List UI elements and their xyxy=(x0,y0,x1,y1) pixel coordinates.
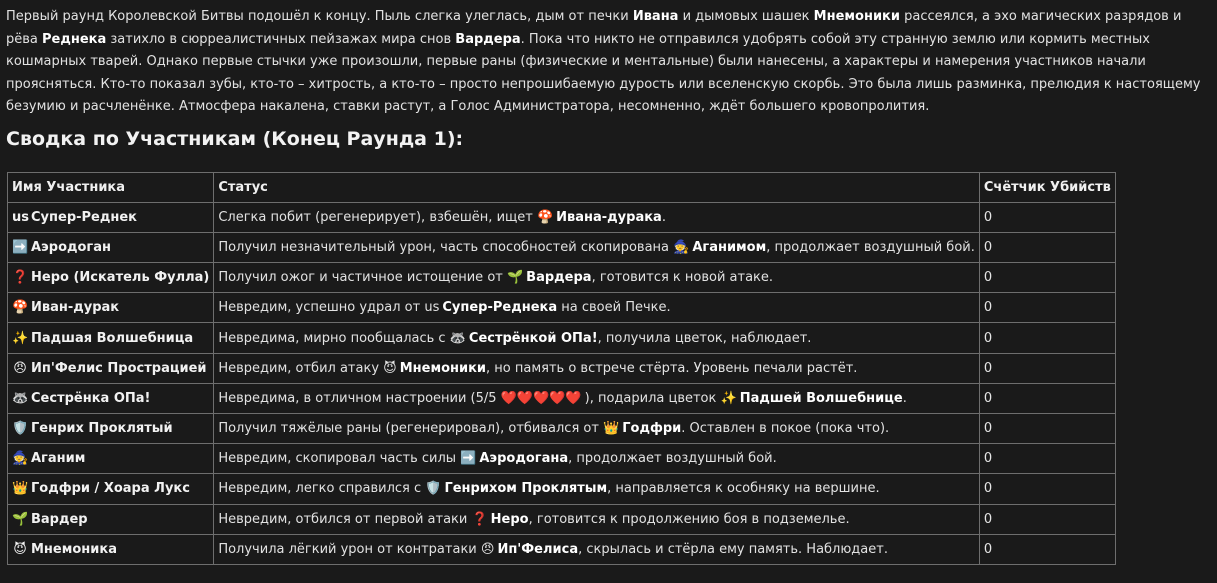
kill-count-cell: 0 xyxy=(979,293,1115,323)
status-text: , готовится к продолжению боя в подземелье. xyxy=(528,511,850,527)
kill-count-cell: 0 xyxy=(979,534,1115,564)
participant-name: Аэродоган xyxy=(31,239,111,255)
table-row xyxy=(8,414,1116,444)
status-text: ), подарила цветок xyxy=(584,390,721,406)
participant-emoji-icon: 😈 xyxy=(13,541,27,557)
participant-status-cell xyxy=(214,202,980,232)
participant-emoji-icon: ❓ xyxy=(12,270,29,286)
participant-emoji-icon: 👑 xyxy=(12,481,29,497)
table-row xyxy=(8,383,1116,413)
table-row xyxy=(8,444,1116,474)
status-bold-mention: Генрихом Проклятым xyxy=(444,481,608,497)
intro-bold: Вардера xyxy=(455,31,521,47)
participant-emoji-icon: 🧙 xyxy=(12,451,29,467)
status-text: . xyxy=(902,390,907,406)
table-row xyxy=(8,353,1116,383)
table-row xyxy=(8,504,1116,534)
table-row xyxy=(8,232,1116,262)
status-text: Получила лёгкий урон от контратаки xyxy=(218,541,481,557)
intro-bold: Реднека xyxy=(42,31,107,47)
table-row xyxy=(8,323,1116,353)
status-text: . xyxy=(661,209,666,225)
participant-name-cell xyxy=(8,323,214,353)
status-emoji-icon: 🍄 xyxy=(536,209,554,225)
participant-status-cell xyxy=(214,383,980,413)
participant-name: Падшая Волшебница xyxy=(31,330,194,346)
table-row xyxy=(8,202,1116,232)
status-emoji-icon: ➡️ xyxy=(460,451,477,467)
status-bold-mention: Мнемоники xyxy=(399,360,487,376)
participant-status-cell xyxy=(214,504,980,534)
kill-count-cell: 0 xyxy=(979,383,1115,413)
participant-status-cell xyxy=(214,232,980,262)
participant-status-cell xyxy=(214,534,980,564)
participant-status-cell xyxy=(214,323,980,353)
status-text: Невредим, отбился от первой атаки xyxy=(218,511,472,527)
status-text: , продолжает воздушный бой. xyxy=(568,451,777,467)
intro-text: . Пока что никто не отправился удобрять собой эту странную землю или кормить местных кошмарных тварей. Однако первые стычки уже произошли, первые раны (физические и ментальные) были нанесены, а характеры и намерения участников начали проясняться. Кто-то показал зубы, кто-то – хитрость, а кто-то – просто непрошибаемую дурость или вселенскую скорбь. Это была лишь разминка, прелюдия к настоящему безумию и расчленёнке. Атмосфера накалена, ставки растут, а Голос Администратора, несомненно, ждёт большего кровопролития. xyxy=(6,31,1201,114)
intro-text: рассеялся, а эхо магических разрядов и рёва xyxy=(6,9,1182,47)
status-emoji-icon: 🛡️ xyxy=(425,481,442,497)
intro-text: и дымовых шашек xyxy=(678,9,814,24)
status-bold-mention: Супер-Реднека xyxy=(442,300,558,316)
participant-name-cell xyxy=(8,444,214,474)
kill-count-cell: 0 xyxy=(979,323,1115,353)
status-emoji-icon: 👑 xyxy=(603,421,620,437)
status-text: Невредим, успешно удрал от xyxy=(218,300,425,316)
participant-status-cell xyxy=(214,474,980,504)
status-text: . Оставлен в покое (пока что). xyxy=(681,421,890,437)
kill-count-cell: 0 xyxy=(979,474,1115,504)
status-bold-mention: Аганимом xyxy=(692,239,767,255)
participant-name-cell xyxy=(8,504,214,534)
header-status: Статус xyxy=(214,172,980,202)
intro-bold: Ивана xyxy=(632,9,679,24)
status-emoji-icon: 😠 xyxy=(480,541,495,557)
status-text: Невредим, отбил атаку xyxy=(218,360,384,376)
participant-name: Годфри / Хоара Лукс xyxy=(31,481,190,497)
table-row xyxy=(8,293,1116,323)
participant-status-cell xyxy=(214,353,980,383)
participant-name: Вардер xyxy=(31,511,88,527)
participant-name: Сестрёнка ОПа! xyxy=(31,390,151,406)
status-text: на своей Печке. xyxy=(557,300,671,316)
participant-emoji-icon: 😠 xyxy=(13,360,27,376)
participant-name-cell xyxy=(8,414,214,444)
kill-count-cell: 0 xyxy=(979,504,1115,534)
participant-name-cell xyxy=(8,353,214,383)
summary-heading: Сводка по Участникам (Конец Раунда 1): xyxy=(6,127,464,150)
participant-status-cell xyxy=(214,414,980,444)
participant-emoji-icon: 🍄 xyxy=(12,300,29,316)
participant-name-cell xyxy=(8,383,214,413)
kill-count-cell: 0 xyxy=(979,263,1115,293)
participant-name-cell xyxy=(8,263,214,293)
status-text: Невредима, мирно пообщалась с xyxy=(218,330,450,346)
status-emoji-icon: 🦝 xyxy=(449,330,466,346)
participant-status-cell xyxy=(214,293,980,323)
participant-name: Генрих Проклятый xyxy=(31,421,173,437)
table-body xyxy=(8,202,1116,564)
status-text: , продолжает воздушный бой. xyxy=(766,239,975,255)
status-text: Получил незначительный урон, часть способностей скопирована xyxy=(218,239,674,255)
table-row xyxy=(8,474,1116,504)
kill-count-cell: 0 xyxy=(979,414,1115,444)
participant-name-cell xyxy=(8,293,214,323)
status-emoji-icon: ❓ xyxy=(471,511,488,527)
status-bold-mention: Сестрёнкой ОПа! xyxy=(468,330,598,346)
participant-name: Супер-Реднек xyxy=(31,209,137,225)
participants-table xyxy=(7,172,1116,565)
status-bold-mention: Аэродогана xyxy=(479,451,569,467)
participant-name: Неро (Искатель Фулла) xyxy=(31,270,210,286)
status-bold-mention: Падшей Волшебнице xyxy=(739,390,903,406)
participant-name: Аганим xyxy=(31,451,86,467)
status-text: Невредим, скопировал часть силы xyxy=(218,451,461,467)
status-text: , скрылась и стёрла ему память. Наблюдает. xyxy=(578,541,888,557)
participant-emoji-icon: 🛡️ xyxy=(12,421,29,437)
participant-status-cell xyxy=(214,444,980,474)
intro-text: затихло в сюрреалистичных пейзажах мира снов xyxy=(106,31,456,47)
kill-count-cell: 0 xyxy=(979,353,1115,383)
status-bold-mention: Вардера xyxy=(526,270,592,286)
participant-status-cell xyxy=(214,263,980,293)
status-bold-mention: Неро xyxy=(490,511,529,527)
table-row xyxy=(8,534,1116,564)
participant-name: Мнемоника xyxy=(31,541,117,557)
header-kills: Счётчик Убийств xyxy=(979,172,1115,202)
table-header-row xyxy=(8,172,1116,202)
status-bold-mention: Ип'Фелиса xyxy=(497,541,579,557)
intro-text: Первый раунд Королевской Битвы подошёл к концу. Пыль слегка улеглась, дым от печки xyxy=(6,9,633,24)
kill-count-cell: 0 xyxy=(979,444,1115,474)
status-text: , готовится к новой атаке. xyxy=(591,270,774,286)
participant-emoji-icon: ➡️ xyxy=(12,239,29,255)
header-name: Имя Участника xyxy=(8,172,214,202)
status-emoji-icon: ✨ xyxy=(720,390,737,406)
participant-name-cell xyxy=(8,202,214,232)
status-bold-mention: Ивана-дурака xyxy=(556,209,662,225)
participant-emoji-icon: 🌱 xyxy=(12,511,29,527)
status-text: Слегка побит (регенерирует), взбешён, ищет xyxy=(218,209,537,225)
participant-name: Ип'Фелис Прострацией xyxy=(31,360,207,376)
status-emoji-icon: 🌱 xyxy=(506,270,524,286)
status-emoji-icon: ❤️❤️❤️❤️❤️ xyxy=(500,390,582,406)
kill-count-cell: 0 xyxy=(979,202,1115,232)
participant-name: Иван-дурак xyxy=(31,300,120,316)
participant-name-cell xyxy=(8,474,214,504)
table-row xyxy=(8,263,1116,293)
participant-emoji-icon: us xyxy=(12,209,29,225)
status-text: Получил тяжёлые раны (регенерировал), отбивался от xyxy=(218,421,604,437)
status-emoji-icon: 😈 xyxy=(383,360,397,376)
status-emoji-icon: us xyxy=(424,300,440,316)
status-bold-mention: Годфри xyxy=(622,421,682,437)
status-text: Получил ожог и частичное истощение от xyxy=(218,270,507,286)
status-text: Невредима, в отличном настроении (5/5 xyxy=(218,390,501,406)
intro-bold: Мнемоники xyxy=(813,9,900,24)
kill-count-cell: 0 xyxy=(979,232,1115,262)
participant-name-cell xyxy=(8,534,214,564)
status-text: , направляется к особняку на вершине. xyxy=(607,481,880,497)
participant-emoji-icon: 🦝 xyxy=(12,390,29,406)
participant-name-cell xyxy=(8,232,214,262)
intro-paragraph xyxy=(6,6,1211,119)
status-text: Невредим, легко справился с xyxy=(218,481,426,497)
status-emoji-icon: 🧙 xyxy=(673,239,690,255)
participant-emoji-icon: ✨ xyxy=(12,330,29,346)
status-text: , но память о встрече стёрта. Уровень печали растёт. xyxy=(486,360,858,376)
status-text: , получила цветок, наблюдает. xyxy=(597,330,812,346)
